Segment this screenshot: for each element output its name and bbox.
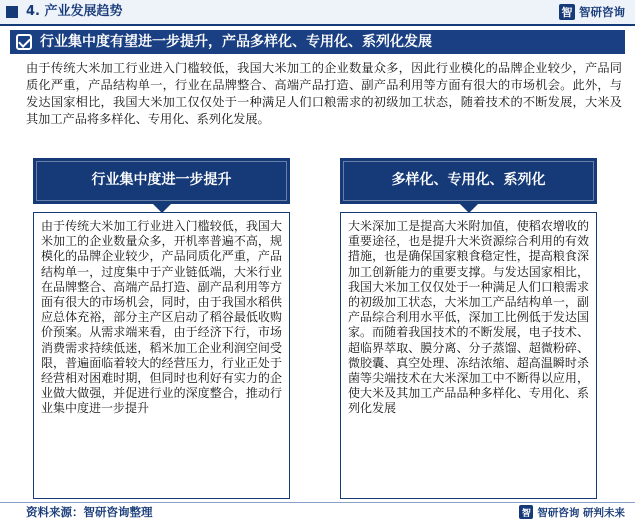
- footer-brand: [519, 504, 625, 520]
- logo-icon: 智: [559, 4, 575, 20]
- panel-header: [33, 158, 290, 204]
- panel-diversification: [340, 158, 597, 499]
- panel-text: 由于传统大米加工行业进入门槛较低，我国大米加工的企业数量众多，开机率普遍不高，规模化的品牌企业较少，产品同质化严重，产品结构单一，过度集中于产业链低端，大米行业在品牌整合、高端产品打造、副产品利用等方面有很大的市场机会，同时，由于我国水稻供应总体充裕，部分主产区启动了稻谷最低收购价预案。从需求端来看，由于经济下行，市场消费需求持续低迷，稻米加工企业利润空间受限，普遍面临着较大的经营压力，行业正处于经营相对困难时期，但同时也利好有实力的企业做大做强，并促进行业的深度整合，推动行业集中度进一步提升: [41, 219, 282, 416]
- headline-title: 行业集中度有望进一步提升，产品多样化、专用化、系列化发展: [40, 34, 432, 50]
- footer-divider: [0, 502, 635, 503]
- logo-text: 智研咨询: [579, 5, 625, 19]
- headline-bar: [10, 30, 625, 54]
- footer-brand-text: 智研咨询 研判未来: [537, 506, 625, 519]
- intro-paragraph: 由于传统大米加工行业进入门槛较低，我国大米加工的企业数量众多，因此行业模化的品牌企业较少，产品同质化严重，产品结构单一，行业在品牌整合、高端产品打造、副产品利用等方面有很大的市场机会。此外，与发达国家相比，我国大米加工仅仅处于一种满足人们口粮需求的初级加工状态，随着技术的不断发展，大米及其加工产品将多样化、专用化、系列化发展。: [26, 61, 622, 126]
- source-note: 资料来源：智研咨询整理: [26, 505, 153, 519]
- section-title: 4. 产业发展趋势: [26, 4, 123, 19]
- panel-title: 行业集中度进一步提升: [91, 172, 232, 188]
- panel-body: [340, 212, 597, 499]
- panel-body: [33, 212, 290, 499]
- header-divider: [0, 24, 635, 26]
- section-marker-icon: [6, 6, 18, 18]
- brand-logo: [559, 3, 625, 21]
- footer-logo-icon: 智: [519, 505, 533, 519]
- checkbox-icon: [16, 34, 32, 50]
- panel-concentration: [33, 158, 290, 499]
- panel-text: 大米深加工是提高大米附加值，使稻农增收的重要途径，也是提升大米资源综合利用的有效措施，也是确保国家粮食稳定性，提高粮食深加工创新能力的重要支撑。与发达国家相比，我国大米加工仅仅处于一种满足人们口粮需求的初级加工状态，大米加工产品结构单一，副产品综合利用水平低，深加工比例低于发达国家。而随着我国技术的不断发展，电子技术、超临界萃取、膜分离、分子蒸馏、超微粉碎、微胶囊、真空处理、冻结浓缩、超高温瞬时杀菌等尖端技术在大米深加工中不断得以应用，使大米及其加工产品品种多样化、专用化、系列化发展: [348, 219, 589, 416]
- panel-header: [340, 158, 597, 204]
- panel-title: 多样化、专用化、系列化: [391, 172, 546, 188]
- section-header: [0, 0, 635, 24]
